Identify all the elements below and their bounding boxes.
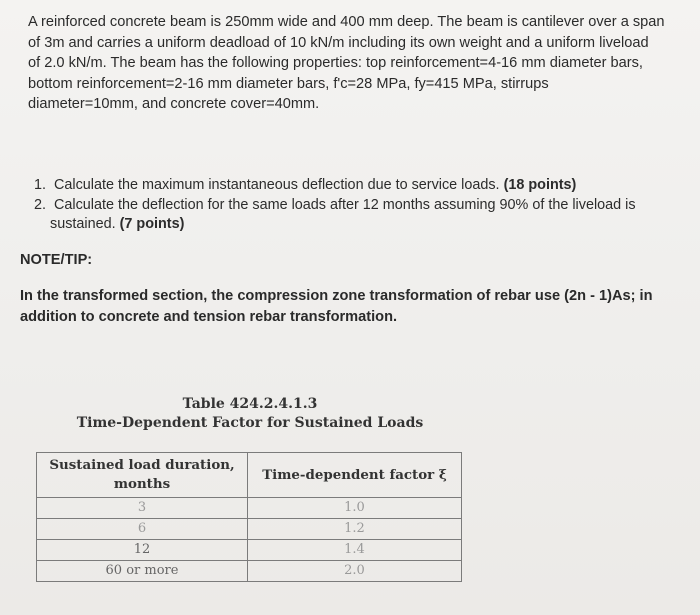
table-number: Table 424.2.4.1.3 [182,396,318,412]
cell-factor: 2.0 [248,561,462,582]
header-duration-line2: months [113,476,171,492]
question-number: 2. [34,196,47,213]
problem-line: bottom reinforcement=2-16 mm diameter bars, f'c=28 MPa, fy=415 MPa, stirrups [28,75,549,92]
header-duration [37,453,248,498]
problem-line: of 2.0 kN/m. The beam has the following properties: top reinforcement=4-16 mm diameter bars, [28,55,643,71]
question-points: (18 points) [503,177,577,193]
question-number: 1. [34,177,47,193]
note-line: In the transformed section, the compression zone transformation of rebar use (2n - 1)As; in [20,288,653,304]
note-title: NOTE/TIP: [20,252,93,268]
header-factor: Time-dependent factor ξ [248,453,462,498]
table-row [37,498,462,519]
note-body [20,286,660,328]
problem-statement [28,12,690,115]
table-row [37,540,462,561]
cell-duration: 60 or more [37,561,248,582]
table-title: Time-Dependent Factor for Sustained Loads [76,415,424,431]
problem-line: diameter=10mm, and concrete cover=40mm. [28,96,320,112]
time-dependent-factor-table [36,452,462,582]
cell-duration: 3 [37,498,248,519]
question-item [34,196,674,235]
question-item [34,176,674,196]
question-points: (7 points) [119,216,185,232]
cell-factor: 1.0 [248,498,462,519]
table-row [37,561,462,582]
question-list [34,176,674,235]
problem-line: of 3m and carries a uniform deadload of 10 kN/m including its own weight and a uniform liveload [28,34,649,51]
note-line: addition to concrete and tension rebar transformation. [20,309,398,325]
cell-duration: 6 [37,519,248,540]
question-continuation [34,215,674,235]
cell-factor: 1.2 [248,519,462,540]
header-duration-line1: Sustained load duration, [49,457,235,473]
table-row [37,519,462,540]
cell-duration: 12 [37,540,248,561]
cell-factor: 1.4 [248,540,462,561]
question-text: Calculate the deflection for the same loads after 12 months assuming 90% of the liveload is [54,196,636,213]
question-continuation-text: sustained. [50,216,116,232]
table-header-row [37,453,462,498]
question-text: Calculate the maximum instantaneous deflection due to service loads. [54,177,500,193]
problem-line: A reinforced concrete beam is 250mm wide and 400 mm deep. The beam is cantilever over a span [28,14,665,30]
